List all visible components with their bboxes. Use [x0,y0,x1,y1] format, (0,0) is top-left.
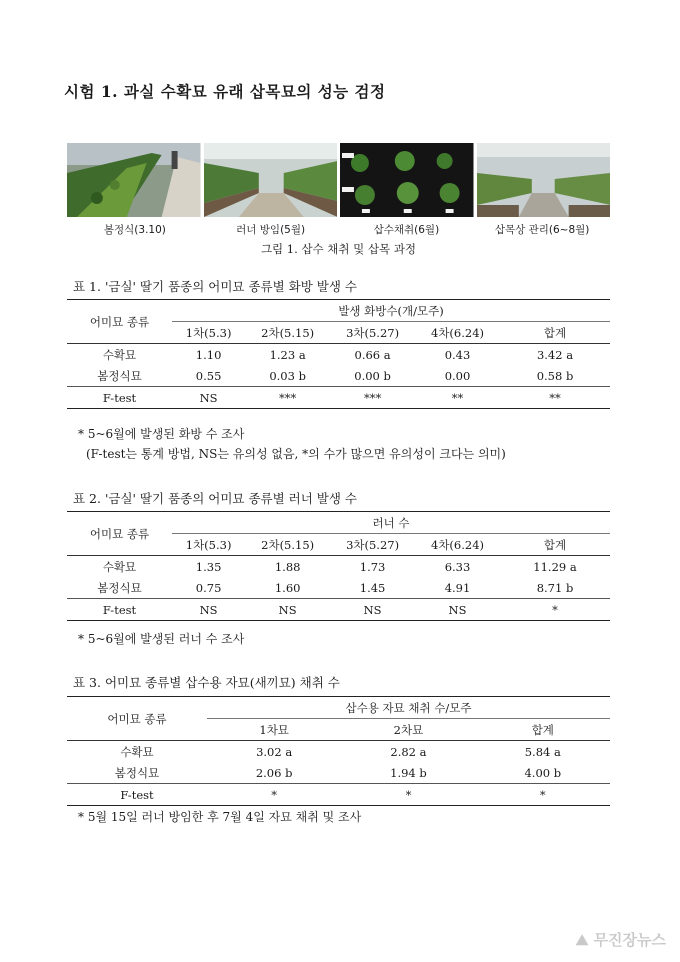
photo-caption: 삽수채취(6월) [373,224,440,236]
table1 [67,299,610,409]
table-row: F-test NS *** *** ** ** [67,387,610,409]
table-row: 봄정식묘 2.06 b 1.94 b 4.00 b [114,765,562,780]
table2-col: 합계 [543,537,567,552]
table2-caption: 표 2. '금실' 딸기 품종의 어미묘 종류별 러너 발생 수 [73,491,357,506]
table3-col: 1차묘 [259,722,289,737]
watermark-icon: ⛰ [575,931,589,949]
watermark-text: 무진장뉴스 [593,931,666,949]
table2-group-header: 러너 수 [172,512,610,534]
table1-row-header: 어미묘 종류 [89,314,150,329]
table2-col: 4차(6.24) [431,537,485,552]
page-heading: 시험 1. 과실 수확묘 유래 삽목묘의 성능 검정 [64,82,386,101]
table3 [67,696,610,806]
table2-col: 3차(5.27) [346,537,400,552]
table2-row-header: 어미묘 종류 [89,526,150,541]
photo-caption: 봄정식(3.10) [103,224,166,236]
table2-col: 2차(5.15) [261,537,315,552]
figure-photos [67,143,610,217]
table1-col: 4차(6.24) [431,325,485,340]
photo-runner-growth [204,143,338,217]
photo-caption: 삽목상 관리(6~8월) [494,224,590,236]
table1-note: (F-test는 통계 방법, NS는 유의성 없음, *의 수가 많으면 유의성이 크다는 의미) [86,447,506,461]
photo-caption: 러너 방임(5월) [236,224,306,236]
table3-note: * 5월 15일 러너 방임한 후 7월 4일 자묘 채취 및 조사 [78,810,362,824]
table-row: F-test NS NS NS NS * [67,599,610,621]
table2-col: 1차(5.3) [185,537,232,552]
table-row: 수확묘 3.02 a 2.82 a 5.84 a [120,744,561,759]
table3-col: 2차묘 [393,722,424,737]
watermark-logo [576,929,666,950]
table1-caption: 표 1. '금실' 딸기 품종의 어미묘 종류별 화방 발생 수 [73,279,357,294]
table3-caption: 표 3. 어미묘 종류별 삽수용 자묘(새끼묘) 채취 수 [73,675,340,690]
table-row: 봄정식묘 0.55 0.03 b 0.00 b 0.00 0.58 b [97,368,574,383]
photo-captions [67,222,610,237]
table1-col: 1차(5.3) [185,325,232,340]
table2 [67,511,610,621]
table3-row-header: 어미묘 종류 [107,711,167,726]
table3-col: 합계 [531,722,554,737]
table1-col: 3차(5.27) [346,325,400,340]
table-row: 수확묘 1.35 1.88 1.73 6.33 11.29 a [102,559,577,574]
photo-cutting-collection [340,143,474,217]
table-row: 봄정식묘 0.75 1.60 1.45 4.91 8.71 b [97,580,574,595]
table1-note: * 5~6월에 발생된 화방 수 조사 [78,427,245,441]
photo-cutting-bed [477,143,611,217]
table1-group-header: 발생 화방수(개/모주) [172,300,610,322]
table2-note: * 5~6월에 발생된 러너 수 조사 [78,632,245,646]
table3-group-header: 삽수용 자묘 채취 수/모주 [207,697,610,719]
figure-title: 그림 1. 삽수 채취 및 삽목 과정 [260,242,417,256]
table1-col: 합계 [543,325,567,340]
table1-col: 2차(5.15) [261,325,315,340]
table-row: 수확묘 1.10 1.23 a 0.66 a 0.43 3.42 a [102,347,574,362]
photo-spring-planting [67,143,201,217]
table-row: F-test * * * [67,784,610,806]
